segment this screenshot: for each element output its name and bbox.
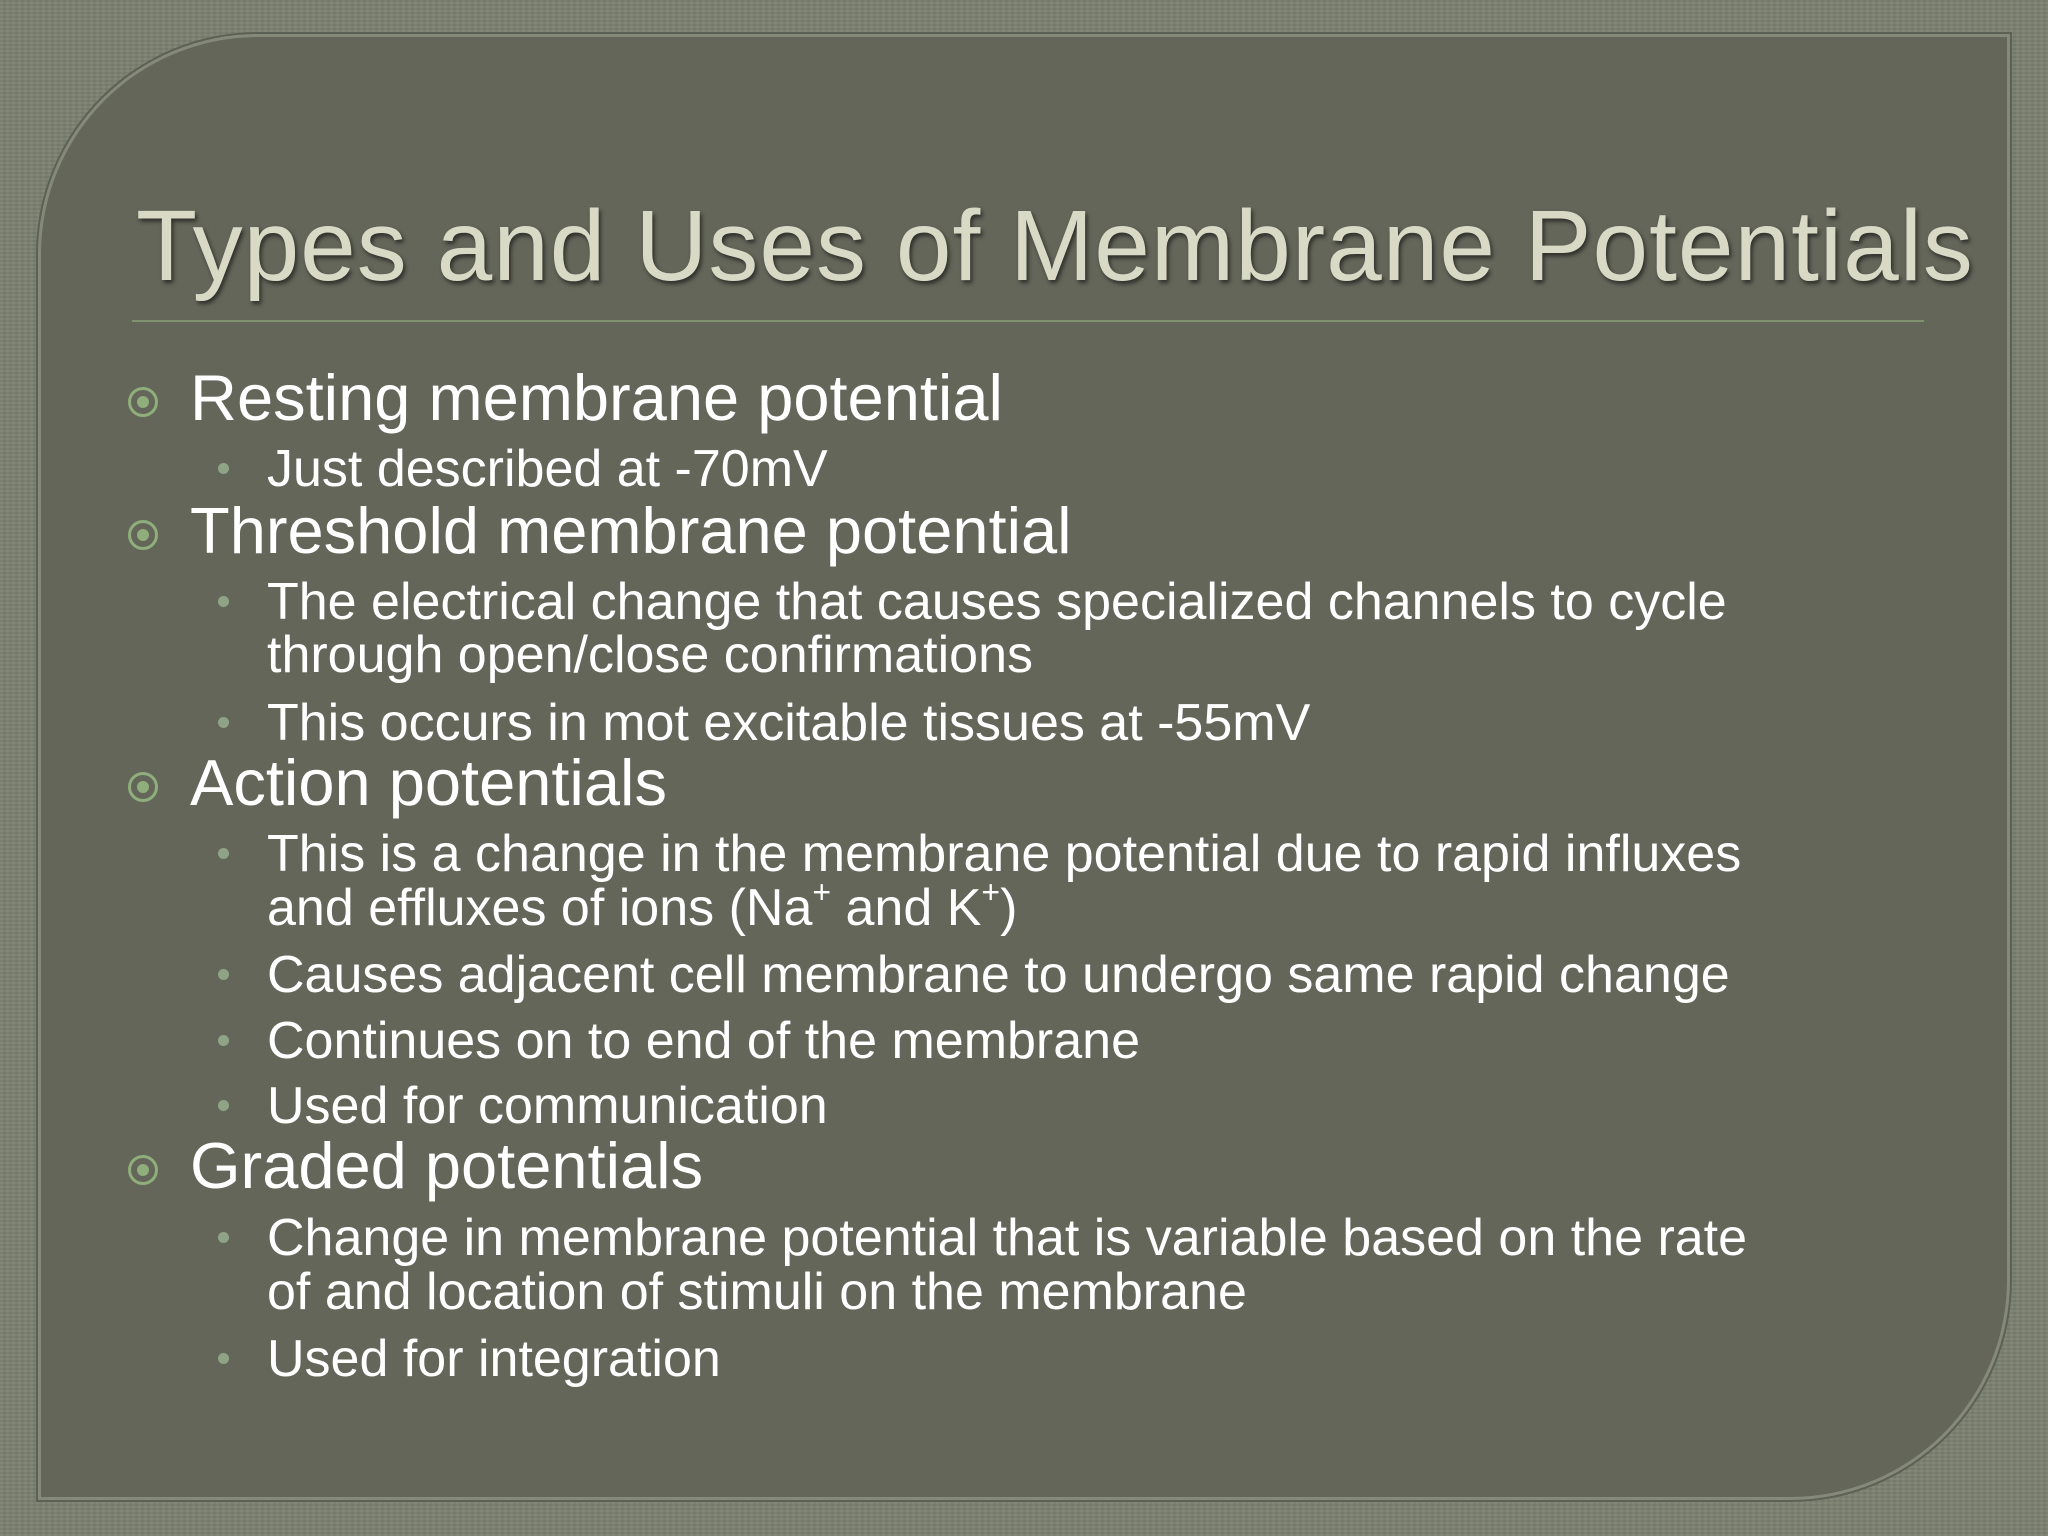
dot-bullet-icon — [218, 1232, 229, 1243]
list-item: Used for integration — [267, 1330, 721, 1388]
dot-bullet-icon — [218, 1035, 229, 1046]
slide-title: Types and Uses of Membrane Potentials — [136, 190, 1974, 302]
circle-bullet-icon — [128, 387, 158, 417]
dot-bullet-icon — [218, 463, 229, 474]
section-heading-resting: Resting membrane potential — [190, 361, 1003, 434]
section-heading-graded: Graded potentials — [190, 1129, 704, 1202]
list-item-continuation: through open/close confirmations — [267, 626, 1034, 684]
list-item: Causes adjacent cell membrane to undergo same rapid change — [267, 946, 1730, 1004]
list-item: Used for communication — [267, 1077, 828, 1135]
list-text: and K — [831, 879, 982, 937]
list-item: Continues on to end of the membrane — [267, 1012, 1141, 1070]
list-text: and effluxes of ions (Na — [267, 879, 813, 937]
list-text: ) — [1000, 879, 1018, 937]
dot-bullet-icon — [218, 1353, 229, 1364]
list-item: The electrical change that causes specialized channels to cycle — [267, 573, 1727, 631]
dot-bullet-icon — [218, 1100, 229, 1111]
list-item-continuation: of and location of stimuli on the membrane — [267, 1263, 1247, 1321]
circle-bullet-icon — [128, 772, 158, 802]
dot-bullet-icon — [218, 717, 229, 728]
superscript: + — [981, 874, 1001, 910]
section-heading-threshold: Threshold membrane potential — [190, 494, 1072, 567]
section-heading-action: Action potentials — [190, 746, 667, 819]
dot-bullet-icon — [218, 969, 229, 980]
dot-bullet-icon — [218, 848, 229, 859]
list-item: This occurs in mot excitable tissues at -55mV — [267, 694, 1311, 752]
list-item: Change in membrane potential that is variable based on the rate — [267, 1209, 1748, 1267]
circle-bullet-icon — [128, 520, 158, 550]
circle-bullet-icon — [128, 1155, 158, 1185]
list-item: This is a change in the membrane potential due to rapid influxes — [267, 825, 1742, 883]
dot-bullet-icon — [218, 596, 229, 607]
list-item-continuation — [267, 874, 1018, 937]
list-item: Just described at -70mV — [267, 440, 828, 498]
superscript: + — [812, 874, 832, 910]
